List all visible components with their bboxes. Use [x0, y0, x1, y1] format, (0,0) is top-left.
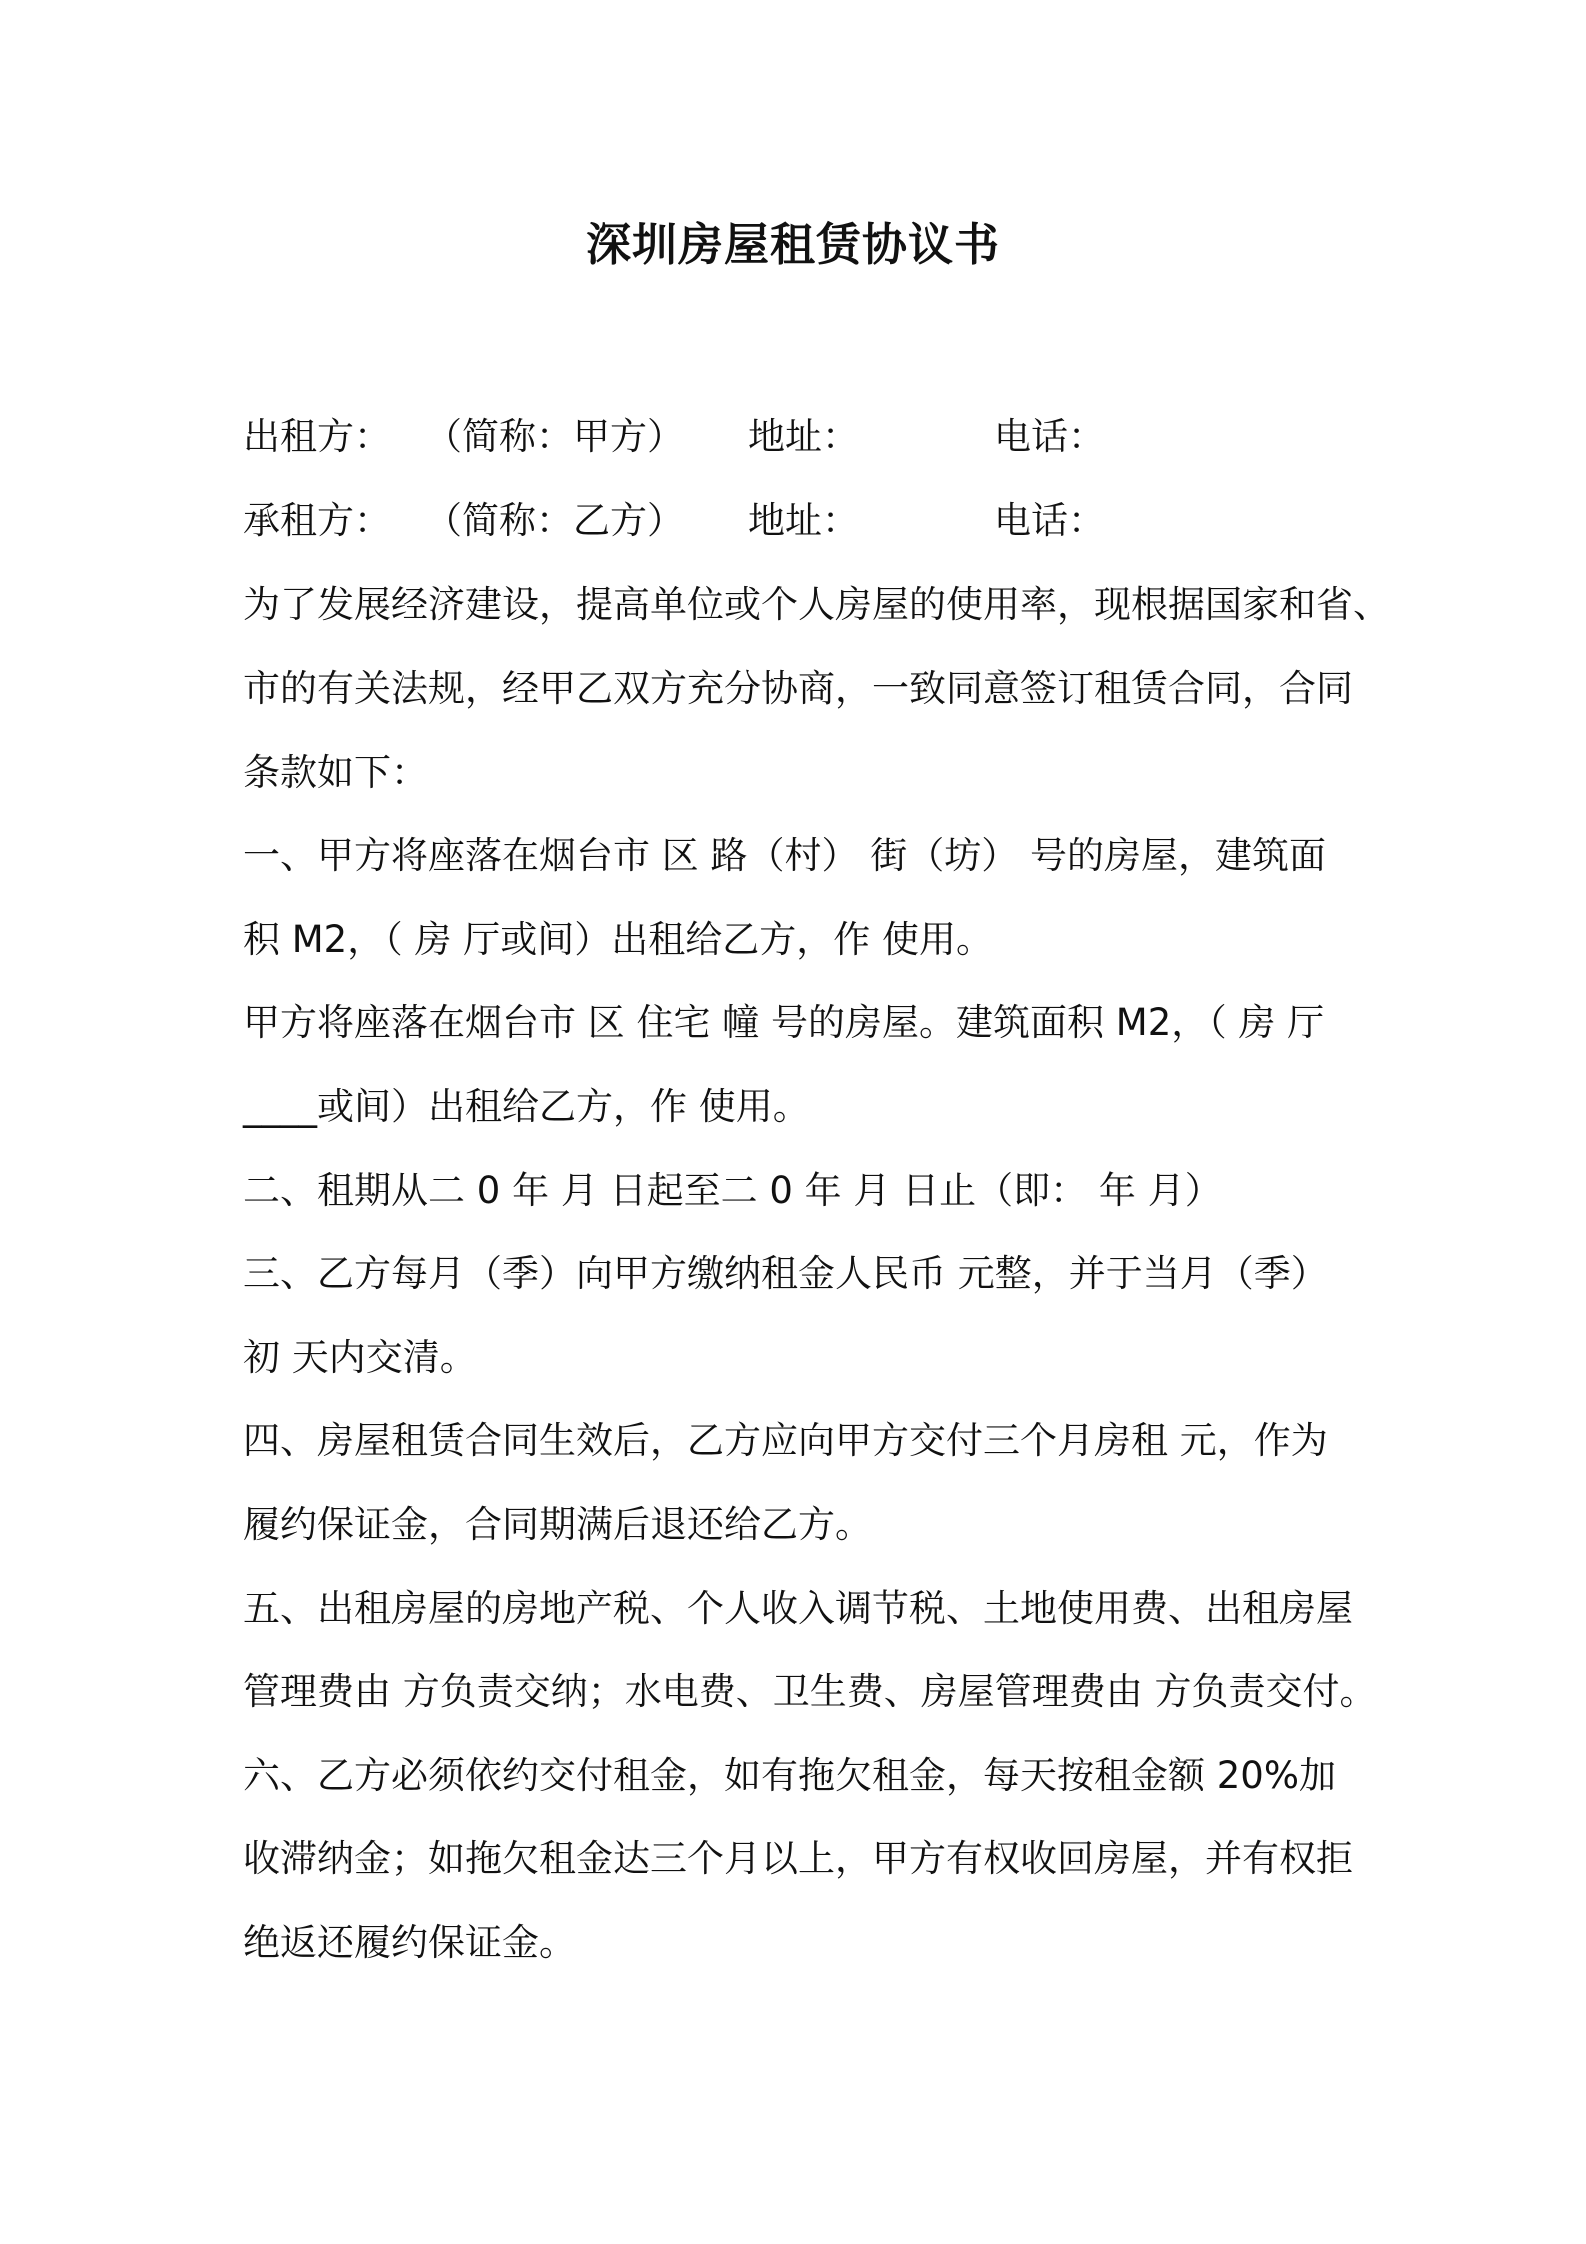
clause-3-line: 初 天内交清。 — [243, 1336, 477, 1379]
body-line: 市的有关法规，经甲乙双方充分协商，一致同意签订租赁合同，合同 — [243, 667, 1353, 710]
clause-1-line: 积 M2，（ 房 厅或间）出租给乙方，作 使用。 — [243, 918, 994, 961]
clause-6-line: 六、乙方必须依约交付租金，如有拖欠租金，每天按租金额 20%加 — [243, 1754, 1336, 1797]
lessor-phone-label: 电话： — [994, 415, 1105, 458]
lessor-abbr: （简称：甲方） — [425, 415, 684, 458]
clause-5-line: 五、出租房屋的房地产税、个人收入调节税、土地使用费、出租房屋 — [243, 1587, 1353, 1630]
lessor-address-label: 地址： — [748, 415, 859, 458]
clause-3-line: 三、乙方每月（季）向甲方缴纳租金人民币 元整，并于当月（季） — [243, 1252, 1328, 1295]
clause-5-line: 管理费由 方负责交纳；水电费、卫生费、房屋管理费由 方负责交付。 — [243, 1670, 1377, 1713]
body-line: 为了发展经济建设，提高单位或个人房屋的使用率，现根据国家和省、 — [243, 583, 1390, 626]
clause-1-alt-line: ____或间）出租给乙方，作 使用。 — [243, 1085, 810, 1128]
lessee-role: 承租方： — [243, 499, 391, 542]
clause-1-alt-line: 甲方将座落在烟台市 区 住宅 幢 号的房屋。建筑面积 M2，（ 房 厅 — [243, 1001, 1325, 1044]
clause-2-line: 二、租期从二 0 年 月 日起至二 0 年 月 日止（即： 年 月） — [243, 1169, 1222, 1212]
clause-4-line: 履约保证金，合同期满后退还给乙方。 — [243, 1503, 872, 1546]
lessee-abbr: （简称：乙方） — [425, 499, 684, 542]
body-line: 条款如下： — [243, 751, 428, 794]
clause-1-line: 一、甲方将座落在烟台市 区 路（村） 街（坊） 号的房屋，建筑面 — [243, 834, 1327, 877]
clause-6-line: 绝返还履约保证金。 — [243, 1921, 576, 1964]
lessor-role: 出租方： — [243, 415, 391, 458]
lessee-address-label: 地址： — [748, 499, 859, 542]
document-title: 深圳房屋租赁协议书 — [585, 218, 1000, 271]
clause-4-line: 四、房屋租赁合同生效后，乙方应向甲方交付三个月房租 元，作为 — [243, 1419, 1328, 1462]
clause-6-line: 收滞纳金；如拖欠租金达三个月以上，甲方有权收回房屋，并有权拒 — [243, 1837, 1353, 1880]
lessee-phone-label: 电话： — [994, 499, 1105, 542]
